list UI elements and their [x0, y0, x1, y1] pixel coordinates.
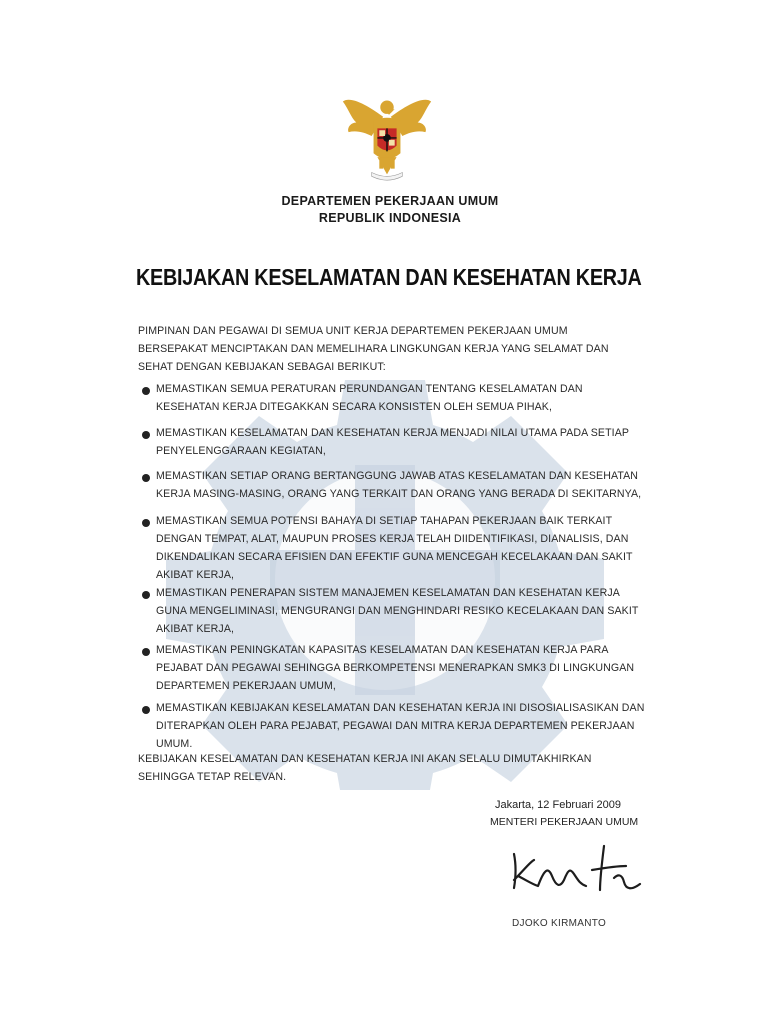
bullet-icon: [142, 519, 150, 527]
closing-paragraph: KEBIJAKAN KESELAMATAN DAN KESEHATAN KERJA INI AKAN SELALU DIMUTAKHIRKAN SEHINGGA TETAP RELEVAN.: [138, 753, 592, 783]
policy-item: MEMASTIKAN KEBIJAKAN KESELAMATAN DAN KESEHATAN KERJA INI DISOSIALISASIKAN DAN DITERAPKAN OLEH PARA PEJABAT, PEGAWAI DAN MITRA KERJA DEPARTEMEN PEKERJAAN UMUM.: [156, 702, 645, 750]
signer-position: MENTERI PEKERJAAN UMUM: [490, 816, 639, 828]
intro-paragraph: PIMPINAN DAN PEGAWAI DI SEMUA UNIT KERJA DEPARTEMEN PEKERJAAN UMUM BERSEPAKAT MENCIPTAKAN DAN MEMELIHARA LINGKUNGAN KERJA YANG SELAMAT DAN SEHAT DENGAN KEBIJAKAN SEBAGAI BERIKUT:: [138, 325, 609, 373]
organization-country: REPUBLIK INDONESIA: [318, 211, 462, 225]
policy-item: MEMASTIKAN SEMUA POTENSI BAHAYA DI SETIAP TAHAPAN PEKERJAAN BAIK TERKAIT DENGAN TEMPAT, ALAT, MAUPUN PROSES KERJA TELAH DIIDENTIFIKASI, DIANALISIS, DAN DIKENDALIKAN SECARA EFISIEN DAN EFEKTIF GUNA MENCEGAH KECELAKAAN DAN SAKIT AKIBAT KERJA,: [156, 515, 633, 581]
bullet-icon: [142, 474, 150, 482]
policy-item: MEMASTIKAN SEMUA PERATURAN PERUNDANGAN TENTANG KESELAMATAN DAN KESEHATAN KERJA DITEGAKKAN SECARA KONSISTEN OLEH SEMUA PIHAK,: [156, 383, 583, 413]
bullet-icon: [142, 431, 150, 439]
garuda-emblem-icon: [338, 88, 436, 184]
policy-item: MEMASTIKAN SETIAP ORANG BERTANGGUNG JAWAB ATAS KESELAMATAN DAN KESEHATAN KERJA MASING-MASING, ORANG YANG TERKAIT DAN ORANG YANG BERADA DI SEKITARNYA,: [156, 470, 642, 500]
bullet-icon: [142, 387, 150, 395]
bullet-icon: [142, 591, 150, 599]
signature-icon: [504, 840, 654, 900]
document-title: KEBIJAKAN KESELAMATAN DAN KESEHATAN KERJA: [136, 264, 642, 290]
policy-item: MEMASTIKAN PENERAPAN SISTEM MANAJEMEN KESELAMATAN DAN KESEHATAN KERJA GUNA MENGELIMINASI, MENGURANGI DAN MENGHINDARI RESIKO KECELAKAAN DAN SAKIT AKIBAT KERJA,: [156, 587, 639, 635]
place-date: Jakarta, 12 Februari 2009: [495, 799, 621, 811]
signer-name: DJOKO KIRMANTO: [512, 918, 607, 929]
policy-item: MEMASTIKAN KESELAMATAN DAN KESEHATAN KERJA MENJADI NILAI UTAMA PADA SETIAP PENYELENGGARAAN KEGIATAN,: [156, 427, 629, 457]
policy-item: MEMASTIKAN PENINGKATAN KAPASITAS KESELAMATAN DAN KESEHATAN KERJA PARA PEJABAT DAN PEGAWAI SEHINGGA BERKOMPETENSI MENERAPKAN SMK3 DI LINGKUNGAN DEPARTEMEN PEKERJAAN UMUM,: [156, 644, 635, 692]
organization-name: DEPARTEMEN PEKERJAAN UMUM: [281, 194, 499, 208]
bullet-icon: [142, 706, 150, 714]
bullet-icon: [142, 648, 150, 656]
